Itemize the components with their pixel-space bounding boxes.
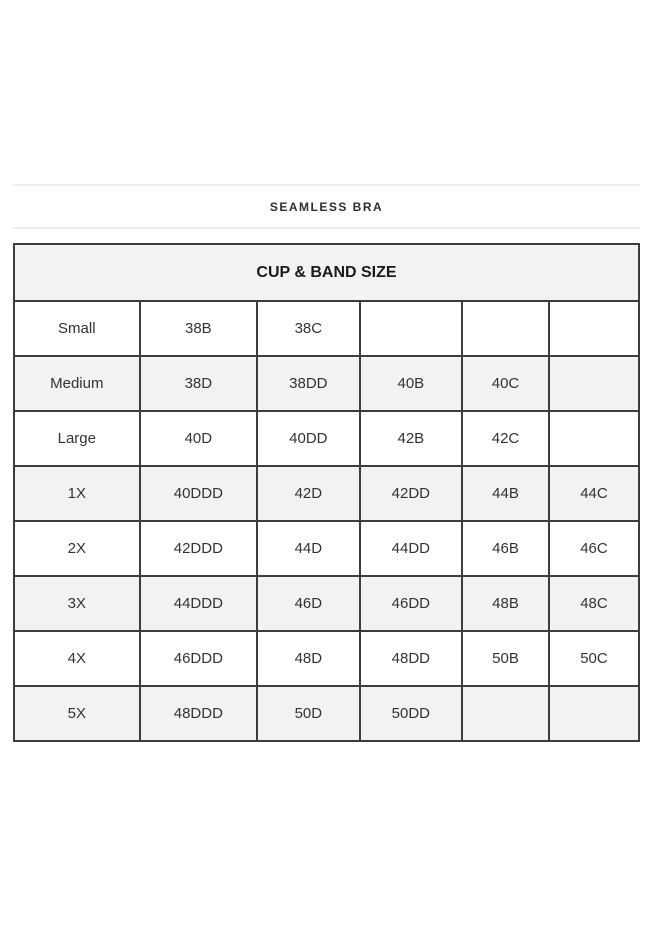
size-cell: 40DDD (140, 466, 257, 521)
size-cell: 40DD (257, 411, 360, 466)
size-cell: 46B (462, 521, 549, 576)
size-cell: 50DD (360, 686, 463, 741)
size-cell: 50B (462, 631, 549, 686)
content-area (0, 184, 653, 742)
top-spacer (0, 0, 653, 184)
table-row-large (14, 411, 639, 466)
size-cell: 38B (140, 301, 257, 356)
size-cell: 50D (257, 686, 360, 741)
size-cell (360, 301, 463, 356)
size-cell: 42C (462, 411, 549, 466)
size-cell: 40D (140, 411, 257, 466)
size-label-cell: 1X (14, 466, 140, 521)
size-cell: 44DDD (140, 576, 257, 631)
table-row-2x (14, 521, 639, 576)
size-cell: 40C (462, 356, 549, 411)
size-cell (462, 686, 549, 741)
size-cell: 44C (549, 466, 639, 521)
size-cell: 48D (257, 631, 360, 686)
size-label-cell: 2X (14, 521, 140, 576)
size-cell: 48DD (360, 631, 463, 686)
table-header-row (14, 244, 639, 301)
size-cell: 46D (257, 576, 360, 631)
size-cell: 44DD (360, 521, 463, 576)
table-header-cell: CUP & BAND SIZE (14, 244, 639, 301)
size-label-cell: 5X (14, 686, 140, 741)
size-cell (549, 411, 639, 466)
size-cell: 42DDD (140, 521, 257, 576)
table-row-5x (14, 686, 639, 741)
size-cell: 40B (360, 356, 463, 411)
size-label-cell: Medium (14, 356, 140, 411)
size-cell: 44D (257, 521, 360, 576)
size-cell: 38C (257, 301, 360, 356)
size-cell: 46DDD (140, 631, 257, 686)
size-cell (549, 686, 639, 741)
size-cell: 46DD (360, 576, 463, 631)
size-cell: 38DD (257, 356, 360, 411)
size-cell: 38D (140, 356, 257, 411)
size-cell: 42B (360, 411, 463, 466)
table-row-1x (14, 466, 639, 521)
table-row-3x (14, 576, 639, 631)
table-row-4x (14, 631, 639, 686)
table-row-medium (14, 356, 639, 411)
table-row-small (14, 301, 639, 356)
size-cell: 46C (549, 521, 639, 576)
size-cell (549, 301, 639, 356)
size-cell (462, 301, 549, 356)
size-cell: 48B (462, 576, 549, 631)
page-title: SEAMLESS BRA (269, 200, 384, 214)
size-cell: 42DD (360, 466, 463, 521)
size-cell (549, 356, 639, 411)
divider-bottom (13, 227, 640, 229)
size-label-cell: 3X (14, 576, 140, 631)
size-label-cell: Small (14, 301, 140, 356)
size-cell: 50C (549, 631, 639, 686)
size-cell: 42D (257, 466, 360, 521)
size-label-cell: Large (14, 411, 140, 466)
size-chart-table (13, 243, 640, 742)
size-cell: 48C (549, 576, 639, 631)
size-cell: 44B (462, 466, 549, 521)
size-label-cell: 4X (14, 631, 140, 686)
size-cell: 48DDD (140, 686, 257, 741)
